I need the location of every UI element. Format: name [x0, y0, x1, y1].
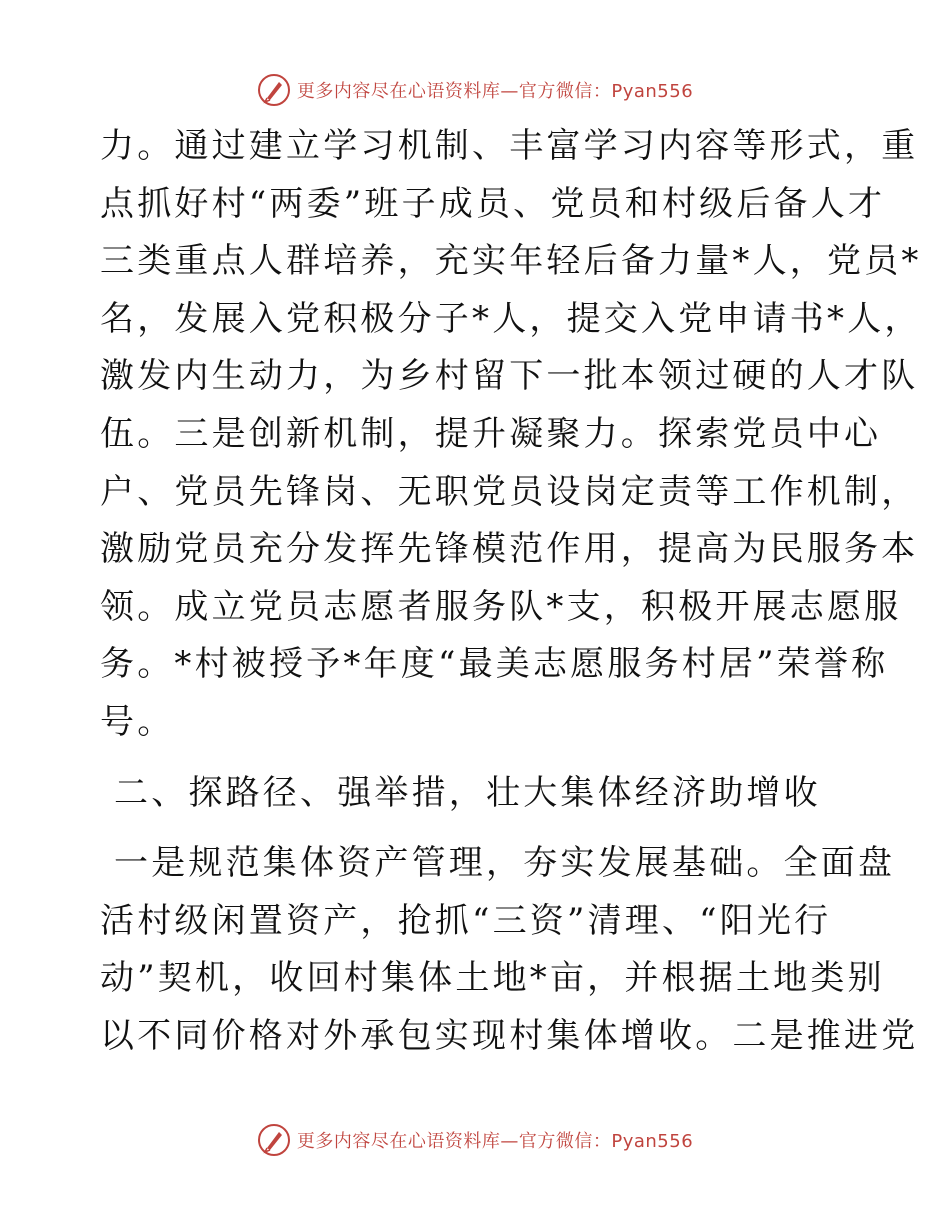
footer-banner	[0, 1120, 950, 1160]
header-site-text: 更多内容尽在心语资料库	[296, 81, 501, 102]
paragraph-2	[100, 835, 919, 1065]
footer-site-text: 更多内容尽在心语资料库	[296, 1131, 501, 1152]
paragraph-1	[100, 118, 922, 752]
paragraph-line: 领。成立党员志愿者服务队*支，积极开展志愿服	[100, 586, 902, 627]
paragraph-line: 以不同价格对外承包实现村集体增收。二是推进党	[100, 1015, 919, 1056]
paragraph-line: 号。	[100, 701, 175, 742]
paragraph-line: 活村级闲置资产，抢抓“三资”清理、“阳光行	[100, 900, 832, 941]
paragraph-line: 一是规范集体资产管理，夯实发展基础。全面盘	[100, 843, 896, 884]
header-separator: —	[500, 81, 519, 102]
header-banner	[0, 70, 950, 110]
quill-pen-icon	[257, 1123, 291, 1157]
paragraph-line: 激发内生动力，为乡村留下一批本领过硬的人才队	[100, 356, 919, 397]
footer-wechat-label: 官方微信：	[518, 1131, 612, 1152]
quill-pen-icon	[257, 73, 291, 107]
section-heading: 二、探路径、强举措，壮大集体经济助增收	[100, 772, 821, 813]
header-banner-text	[297, 77, 693, 103]
paragraph-line: 三类重点人群培养，充实年轻后备力量*人，党员*	[100, 241, 922, 282]
paragraph-line: 户、党员先锋岗、无职党员设岗定责等工作机制，	[100, 471, 919, 512]
footer-banner-text	[297, 1127, 693, 1153]
paragraph-line: 点抓好村“两委”班子成员、党员和村级后备人才	[100, 183, 886, 224]
header-wechat-id: Pyan556	[611, 81, 694, 102]
paragraph-line: 激励党员充分发挥先锋模范作用，提高为民服务本	[100, 529, 919, 570]
paragraph-line: 伍。三是创新机制，提升凝聚力。探索党员中心	[100, 413, 882, 454]
paragraph-line: 名，发展入党积极分子*人，提交入党申请书*人，	[100, 298, 922, 339]
footer-separator: —	[500, 1131, 519, 1152]
paragraph-line: 动”契机，收回村集体土地*亩，并根据土地类别	[100, 958, 885, 999]
footer-wechat-id: Pyan556	[611, 1131, 694, 1152]
document-body	[100, 118, 922, 1066]
header-wechat-label: 官方微信：	[518, 81, 612, 102]
paragraph-line: 力。通过建立学习机制、丰富学习内容等形式，重	[100, 126, 919, 166]
paragraph-line: 务。*村被授予*年度“最美志愿服务村居”荣誉称	[100, 644, 889, 685]
